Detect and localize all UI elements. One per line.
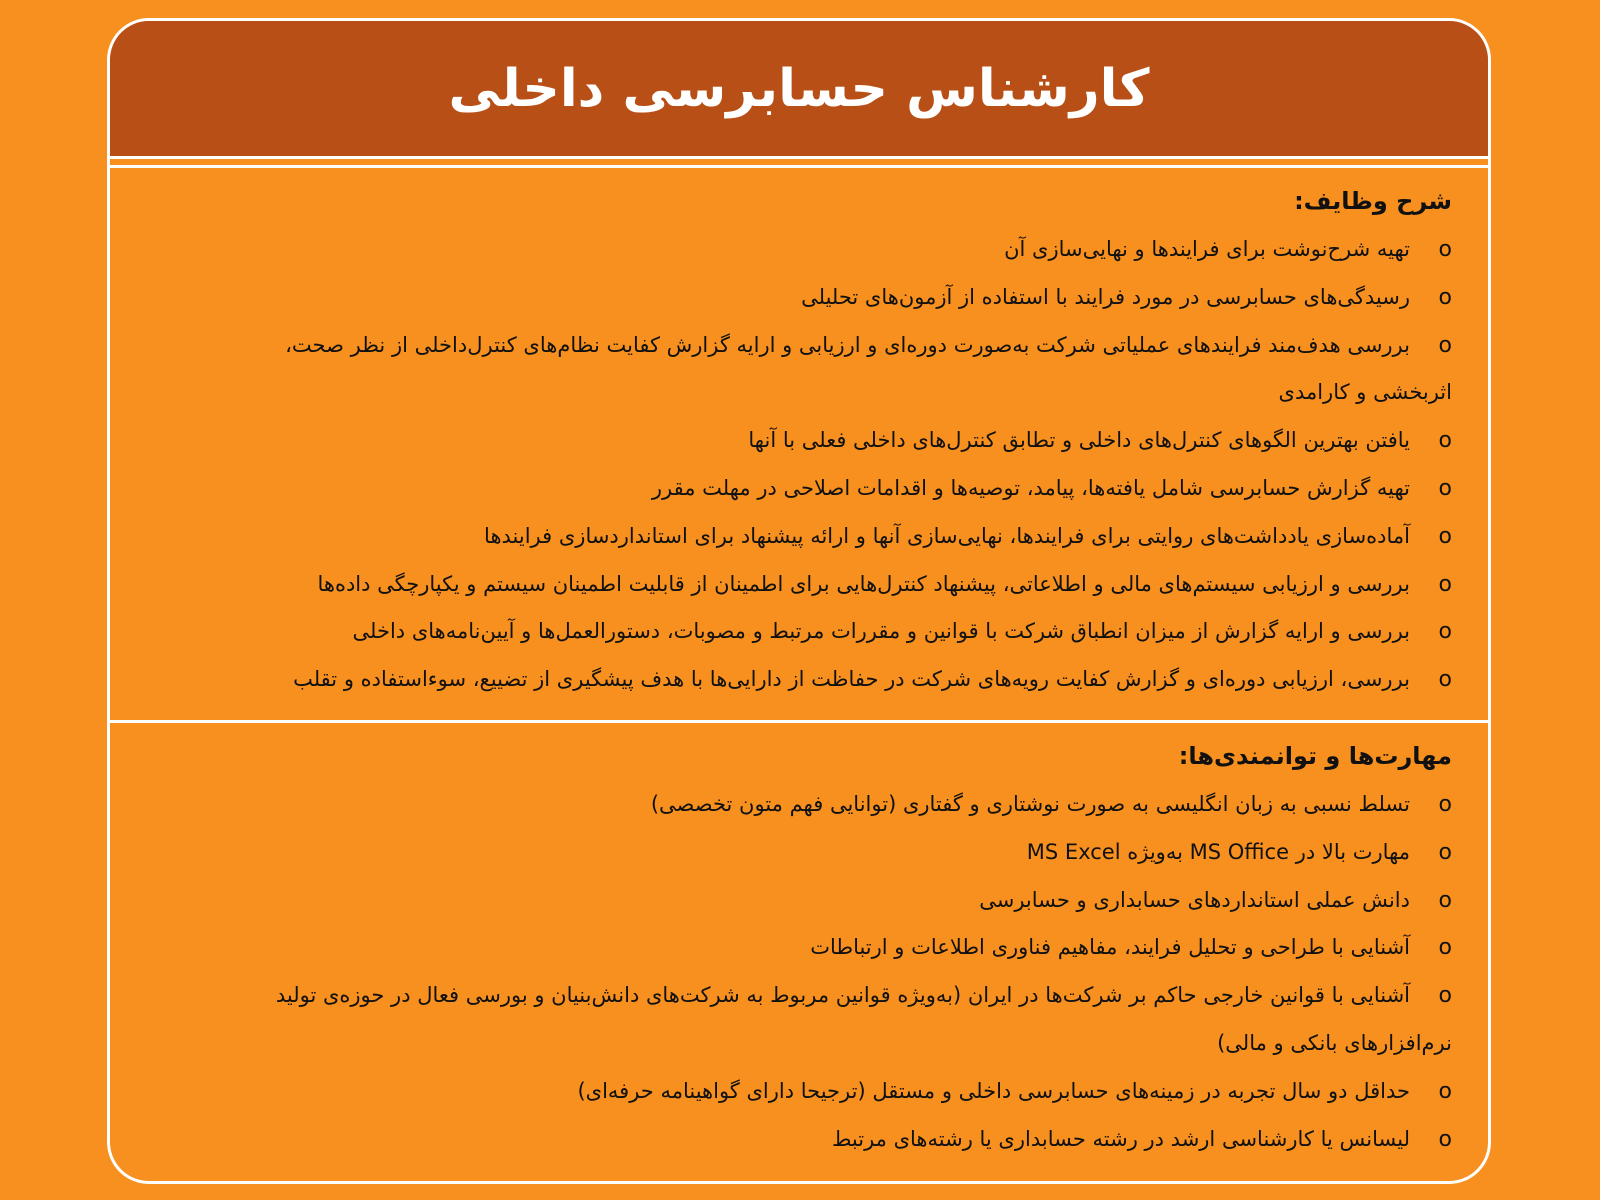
duties-section bbox=[110, 168, 1488, 720]
list-item-line: تهیه شرح‌نوشت برای فرایندها و نهایی‌سازی آن bbox=[1004, 237, 1410, 261]
list-item-text bbox=[146, 226, 1410, 274]
list-item-text bbox=[146, 924, 1410, 972]
duties-title: شرح وظایف: bbox=[1294, 187, 1452, 215]
list-item-continuation-text: اثربخشی و کارامدی bbox=[1278, 380, 1452, 405]
bullet-marker: o bbox=[1438, 619, 1452, 645]
list-item-line: یافتن بهترین الگوهای کنترل‌های داخلی و تطابق کنترل‌های داخلی فعلی با آنها bbox=[748, 428, 1410, 453]
list-item bbox=[146, 1116, 1452, 1164]
list-item bbox=[146, 924, 1452, 972]
skills-title: مهارت‌ها و توانمندی‌ها: bbox=[1178, 742, 1452, 770]
list-item-text bbox=[146, 608, 1410, 656]
list-item-line: آشنایی با طراحی و تحلیل فرایند، مفاهیم فناوری اطلاعات و ارتباطات bbox=[810, 935, 1410, 960]
list-item-text bbox=[146, 972, 1410, 1020]
page-title: کارشناس حسابرسی داخلی bbox=[448, 58, 1150, 119]
list-item-line: بررسی، ارزیابی دوره‌ای و گزارش کفایت رویه‌های شرکت در حفاظت از دارایی‌ها با هدف پیشگیری از تضییع، سوء‌استفاده و تقلب bbox=[293, 667, 1410, 692]
list-item bbox=[146, 781, 1452, 829]
bullet-marker: o bbox=[1438, 332, 1452, 358]
list-item-text bbox=[146, 829, 1410, 877]
list-item-text bbox=[146, 1068, 1410, 1116]
list-item-line: رسیدگی‌های حسابرسی در مورد فرایند با استفاده از آزمون‌های تحلیلی bbox=[801, 284, 1410, 309]
list-item-line: تهیه گزارش حسابرسی شامل یافته‌ها، پیامد، توصیه‌ها و اقدامات اصلاحی در مهلت مقرر bbox=[651, 475, 1410, 500]
list-item-text bbox=[146, 561, 1410, 609]
list-item-line: آشنایی با قوانین خارجی حاکم بر شرکت‌ها در ایران (به‌ویژه قوانین مربوط به شرکت‌های دانش‌بنیان و بورسی فعال در حوزه‌ی تولید bbox=[275, 983, 1410, 1008]
list-item bbox=[146, 1068, 1452, 1116]
list-item-text bbox=[146, 465, 1410, 513]
skills-section bbox=[110, 723, 1488, 1163]
job-card bbox=[107, 18, 1491, 1184]
list-item bbox=[146, 417, 1452, 465]
title-banner bbox=[110, 21, 1488, 159]
list-item bbox=[146, 608, 1452, 656]
list-item-line: بررسی و ارزیابی سیستم‌های مالی و اطلاعاتی، پیشنهاد کنترل‌هایی برای اطمینان از قابلیت اطمینان سیستم و یکپارچگی داده‌ها bbox=[317, 571, 1410, 596]
list-item bbox=[146, 465, 1452, 513]
list-item-line: دانش عملی استانداردهای حسابداری و حسابرسی bbox=[979, 887, 1410, 912]
bullet-marker: o bbox=[1438, 1126, 1452, 1152]
list-item bbox=[146, 877, 1452, 925]
skills-list bbox=[146, 781, 1452, 1163]
list-item bbox=[146, 322, 1452, 370]
list-item-line: مهارت بالا در MS Office به‌ویژه MS Excel bbox=[1026, 839, 1410, 864]
list-item-text bbox=[146, 322, 1410, 370]
list-item-text bbox=[146, 781, 1410, 829]
bullet-marker: o bbox=[1438, 887, 1452, 913]
bullet-marker: o bbox=[1438, 571, 1452, 597]
bullet-marker: o bbox=[1438, 983, 1452, 1009]
list-item bbox=[146, 561, 1452, 609]
bullet-marker: o bbox=[1438, 1078, 1452, 1104]
list-item-line: حداقل دو سال تجربه در زمینه‌های حسابرسی داخلی و مستقل (ترجیحا دارای گواهینامه حرفه‌ای) bbox=[577, 1078, 1410, 1103]
list-item-continuation-text: نرم‌افزارهای بانکی و مالی) bbox=[1217, 1030, 1452, 1055]
bullet-marker: o bbox=[1438, 523, 1452, 549]
list-item-text bbox=[146, 417, 1410, 465]
list-item-text bbox=[146, 1116, 1410, 1164]
list-item bbox=[146, 656, 1452, 704]
list-item-line: تسلط نسبی به زبان انگلیسی به صورت نوشتاری و گفتاری (توانایی فهم متون تخصصی) bbox=[650, 792, 1410, 816]
list-item-continuation bbox=[146, 1020, 1452, 1068]
duties-list bbox=[146, 226, 1452, 704]
list-item-line: بررسی و ارایه گزارش از میزان انطباق شرکت با قوانین و مقررات مرتبط و مصوبات، دستورالعمل‌ها و آیین‌نامه‌های داخلی bbox=[352, 619, 1410, 644]
list-item-line: آماده‌سازی یادداشت‌های روایتی برای فرایندها، نهایی‌سازی آنها و ارائه پیشنهاد برای استانداردسازی فرایندها bbox=[484, 523, 1410, 548]
bullet-marker: o bbox=[1438, 839, 1452, 865]
bullet-marker: o bbox=[1438, 475, 1452, 501]
list-item bbox=[146, 513, 1452, 561]
list-item-text bbox=[146, 877, 1410, 925]
bullet-marker: o bbox=[1438, 935, 1452, 961]
list-item-text bbox=[146, 513, 1410, 561]
bullet-marker: o bbox=[1438, 792, 1452, 817]
list-item-continuation bbox=[146, 369, 1452, 417]
list-item bbox=[146, 226, 1452, 274]
list-item-text bbox=[146, 274, 1410, 322]
bullet-marker: o bbox=[1438, 667, 1452, 693]
list-item bbox=[146, 274, 1452, 322]
bullet-marker: o bbox=[1438, 428, 1452, 454]
bullet-marker: o bbox=[1438, 237, 1452, 262]
list-item-text bbox=[146, 656, 1410, 704]
list-item-line: لیسانس یا کارشناسی ارشد در رشته حسابداری یا رشته‌های مرتبط bbox=[831, 1126, 1410, 1151]
list-item bbox=[146, 829, 1452, 877]
list-item-line: بررسی هدف‌مند فرایندهای عملیاتی شرکت به‌صورت دوره‌ای و ارزیابی و ارایه گزارش کفایت نظام‌های کنترل‌داخلی از نظر صحت، bbox=[285, 332, 1410, 357]
list-item bbox=[146, 972, 1452, 1020]
bullet-marker: o bbox=[1438, 284, 1452, 310]
